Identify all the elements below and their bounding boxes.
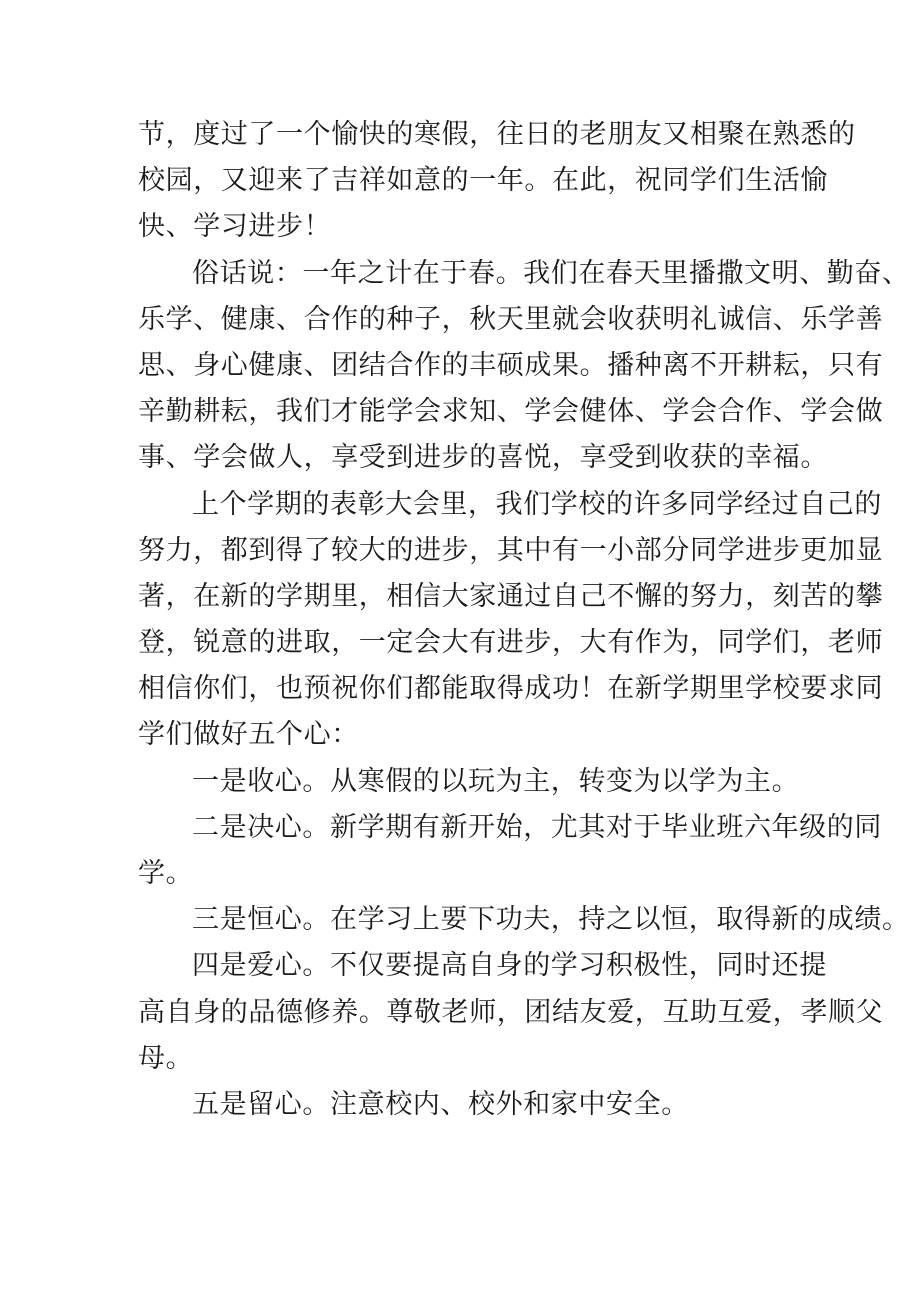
- text-line: 思、身心健康、团结合作的丰硕成果。播种离不开耕耘，只有: [138, 349, 884, 381]
- text-line: 相信你们，也预祝你们都能取得成功！在新学期里学校要求同: [138, 673, 884, 705]
- text-line: 努力，都到得了较大的进步，其中有一小部分同学进步更加显: [138, 534, 884, 566]
- text-line: 上个学期的表彰大会里，我们学校的许多同学经过自己的: [192, 488, 882, 520]
- text-line: 学们做好五个心：: [138, 719, 359, 751]
- paragraph: [138, 251, 910, 482]
- text-line: 快、学习进步！: [138, 211, 332, 243]
- text-line: 著，在新的学期里，相信大家通过自己不懈的努力，刻苦的攀: [138, 580, 884, 612]
- text-line: 校园，又迎来了吉祥如意的一年。在此，祝同学们生活愉: [138, 165, 828, 197]
- text-line: 事、学会做人，享受到进步的喜悦，享受到收获的幸福。: [138, 442, 828, 474]
- document-body: [138, 112, 910, 1128]
- text-line: 节，度过了一个愉快的寒假，往日的老朋友又相聚在熟悉的: [138, 119, 856, 150]
- text-line: 一是收心。从寒假的以玩为主，转变为以学为主。: [192, 765, 800, 797]
- paragraph: [138, 805, 882, 897]
- text-line: 二是决心。新学期有新开始，尤其对于毕业班六年级的同: [192, 811, 882, 843]
- paragraph: [138, 112, 856, 251]
- paragraph: [138, 943, 884, 1082]
- paragraph: [138, 482, 884, 759]
- paragraph: [138, 1082, 818, 1128]
- text-line: 三是恒心。在学习上要下功夫，持之以恒，取得新的成绩。: [192, 904, 910, 936]
- text-line: 登，锐意的进取，一定会大有进步，大有作为，同学们，老师: [138, 627, 884, 659]
- text-line: 乐学、健康、合作的种子，秋天里就会收获明礼诚信、乐学善: [138, 303, 884, 335]
- text-line: 五是留心。注意校内、校外和家中安全。: [192, 1088, 689, 1120]
- text-line: 学。: [138, 858, 194, 889]
- text-line: 母。: [138, 1042, 194, 1074]
- text-line: 辛勤耕耘，我们才能学会求知、学会健体、学会合作、学会做: [138, 396, 884, 428]
- text-line: 四是爱心。不仅要提高自身的学习积极性，同时还提: [192, 950, 827, 982]
- text-line: 高自身的品德修养。尊敬老师，团结友爱，互助互爱，孝顺父: [138, 996, 884, 1028]
- paragraph: [138, 897, 910, 943]
- paragraph: [138, 759, 818, 805]
- text-line: 俗话说：一年之计在于春。我们在春天里播撒文明、勤奋、: [192, 257, 910, 289]
